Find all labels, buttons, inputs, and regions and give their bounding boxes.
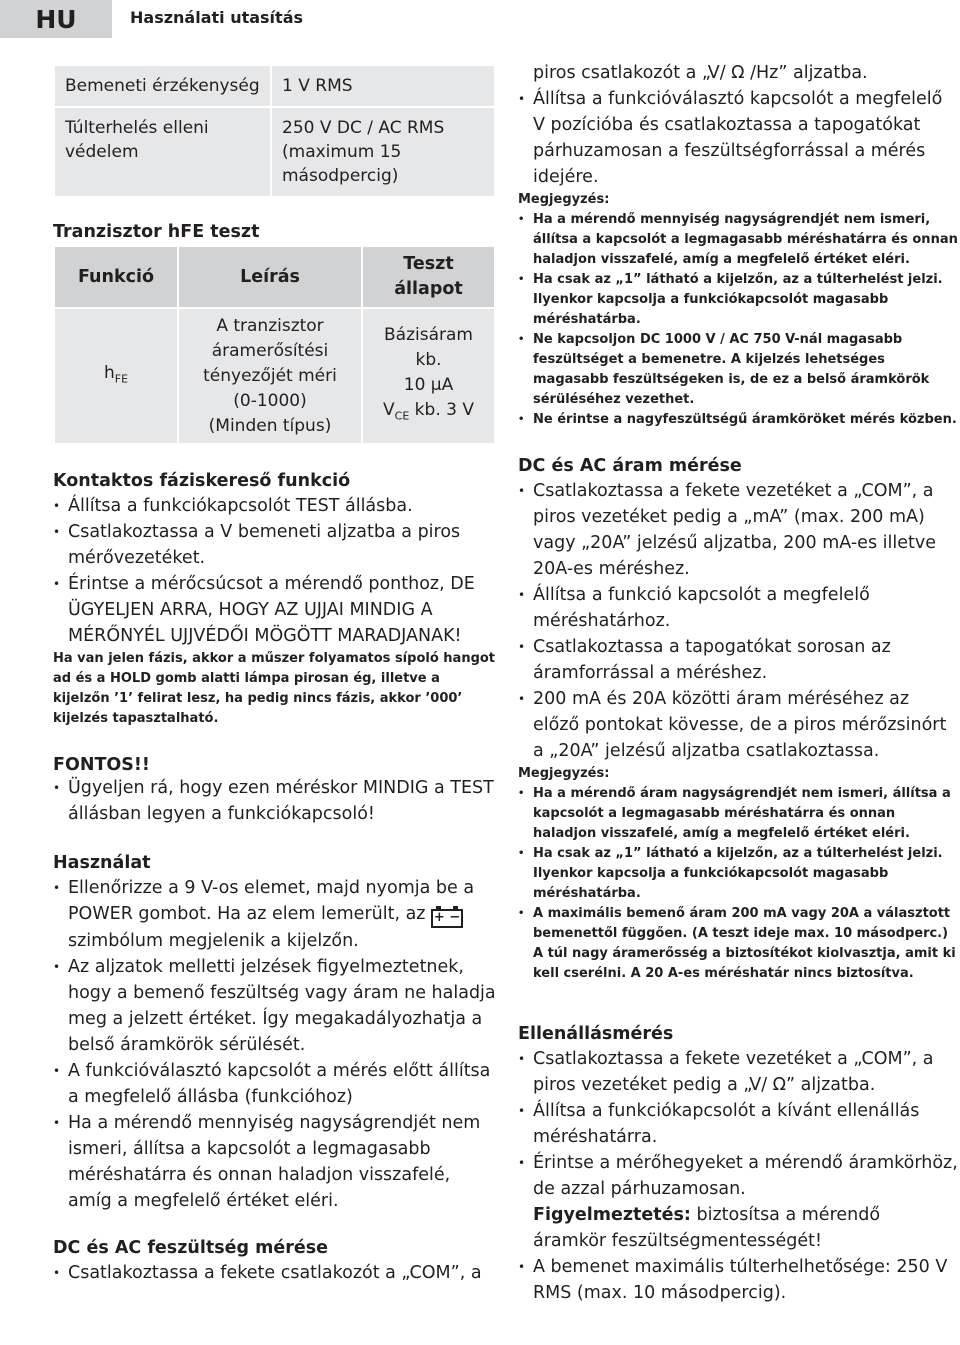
list-item: • Ha a mérendő mennyiség nagyságrendjét nem ismeri, állítsa a kapcsolót a legmagasabb méréshatárra és onnan haladjon visszafelé, amíg a megfelelő értéket eléri. xyxy=(518,210,958,270)
hfe-cond-sub: CE xyxy=(394,409,410,423)
list-item: • Ne kapcsoljon DC 1000 V / AC 750 V-nál magasabb feszültséget a bemenetre. A kijelzés lehetséges magasabb feszültségeken is, de ez a belső áramkörök sérüléséhez vezethet. xyxy=(518,330,958,410)
hfe-function-main: h xyxy=(103,362,115,383)
hfe-desc-line: áramerősítési xyxy=(211,340,329,361)
hfe-cond-line: Bázisáram kb. xyxy=(384,325,473,371)
phase-heading: Kontaktos fáziskereső funkció xyxy=(53,471,351,491)
list-item: • Állítsa a funkcióválasztó kapcsolót a megfelelő V pozícióba és csatlakoztassa a tapogatókat párhuzamosan a feszültségforrással a mérés idejére. xyxy=(518,86,958,190)
hfe-desc-line: A tranzisztor xyxy=(216,315,324,336)
spec-label: Túlterhelés elleni védelem xyxy=(54,107,271,197)
header-title: Használati utasítás xyxy=(130,8,304,27)
hfe-description xyxy=(178,308,362,444)
list-item: • Ha a mérendő áram nagyságrendjét nem ismeri, állítsa a kapcsolót a legmagasabb méréshatárra és onnan haladjon visszafelé, amíg a megfelelő értéket eléri. xyxy=(518,784,958,844)
note-label: Megjegyzés: xyxy=(518,192,610,207)
hfe-cond-rest: kb. 3 V xyxy=(409,400,474,421)
phase-list xyxy=(53,493,496,649)
dcac-voltage-continuation: piros csatlakozót a „V/ Ω /Hz” aljzatba. xyxy=(533,63,868,83)
important-heading: FONTOS!! xyxy=(53,755,150,775)
hfe-function-sub: FE xyxy=(114,372,129,386)
hfe-col-function: Funkció xyxy=(54,246,178,308)
list-item: • Csatlakoztassa a V bemeneti aljzatba a piros mérővezetéket. xyxy=(53,519,496,571)
list-item: • Állítsa a funkciókapcsolót a kívánt ellenállás méréshatárra. xyxy=(518,1098,958,1150)
hfe-desc-line: (0-1000) xyxy=(233,390,307,411)
list-item: • Ne érintse a nagyfeszültségű áramköröket mérés közben. xyxy=(518,410,958,430)
language-badge xyxy=(0,0,112,38)
list-item: • Ha csak az „1” látható a kijelzőn, az a túlterhelést jelzi. Ilyenkor kapcsolja a funkciókapcsolót magasabb méréshatárba. xyxy=(518,270,958,330)
list-item: • Ha csak az „1” látható a kijelzőn, az a túlterhelést jelzi. Ilyenkor kapcsolja a funkciókapcsolót magasabb méréshatárba. xyxy=(518,844,958,904)
list-item: • Az aljzatok melletti jelzések figyelmeztetnek, hogy a bemenő feszültség vagy áram ne haladja meg a jelzett értéket. Így megakadályozhatja a belső áramkörök sérülését. xyxy=(53,954,496,1058)
resistance-list xyxy=(518,1046,958,1306)
spec-value: 1 V RMS xyxy=(271,65,495,107)
list-item: • Csatlakoztassa a fekete vezetéket a „COM”, a piros vezetéket pedig a „mA” (max. 200 mA) vagy „20A” jelzésű aljzatba, 200 mA-es illetve 20A-es méréshez. xyxy=(518,478,958,582)
list-item: • Állítsa a funkció kapcsolót a megfelelő méréshatárhoz. xyxy=(518,582,958,634)
warning-label: Figyelmeztetés: xyxy=(533,1205,691,1225)
hfe-desc-line: tényezőjét méri xyxy=(203,365,337,386)
hfe-cond-v: V xyxy=(383,400,395,421)
dcac-voltage-list-a xyxy=(53,1260,496,1286)
dcac-voltage-notes xyxy=(518,210,958,430)
list-item: • A bemenet maximális túlterhelhetősége: 250 V RMS (max. 10 másodpercig). xyxy=(518,1254,958,1306)
dcac-voltage-list-b xyxy=(518,86,958,190)
hfe-cond-line xyxy=(369,398,488,428)
dcac-current-notes xyxy=(518,784,958,984)
spec-label: Bemeneti érzékenység xyxy=(54,65,271,107)
usage-b1-pre: Ellenőrizze a 9 V-os elemet, majd nyomja be a POWER gombot. Ha az elem lemerült, az xyxy=(68,878,475,924)
spec-row xyxy=(54,107,495,197)
hfe-table xyxy=(53,245,496,445)
list-item: • Ügyeljen rá, hogy ezen méréskor MINDIG a TEST állásban legyen a funkciókapcsoló! xyxy=(53,775,496,827)
language-badge-text: HU xyxy=(35,4,77,34)
note-label: Megjegyzés: xyxy=(518,766,610,781)
left-column xyxy=(53,56,496,1286)
list-item: • Csatlakoztassa a fekete vezetéket a „COM”, a piros vezetéket pedig a „V/ Ω” aljzatba. xyxy=(518,1046,958,1098)
dcac-current-list xyxy=(518,478,958,764)
phase-note: Ha van jelen fázis, akkor a műszer folyamatos sípoló hangot ad és a HOLD gomb alatti lámpa pirosan ég, illetve a kijelzőn ’1’ felirat lesz, ha pedig nincs fázis, akkor ’000’ kijelzés tapasztalható. xyxy=(53,651,496,726)
hfe-heading: Tranzisztor hFE teszt xyxy=(53,222,260,242)
hfe-function xyxy=(54,308,178,444)
spec-row xyxy=(54,65,495,107)
important-list xyxy=(53,775,496,827)
warning-text: biztosítsa a mérendő áramkör feszültségmentességét! xyxy=(533,1205,881,1251)
hfe-desc-line: (Minden típus) xyxy=(208,415,332,436)
dcac-voltage-heading: DC és AC feszültség mérése xyxy=(53,1238,329,1258)
list-item: • Ha a mérendő mennyiség nagyságrendjét nem ismeri, állítsa a kapcsolót a legmagasabb méréshatárra és onnan haladjon visszafelé, amíg a megfelelő értéket eléri. xyxy=(53,1110,496,1214)
list-item: • A funkcióválasztó kapcsolót a mérés előtt állítsa a megfelelő állásba (funkcióhoz) xyxy=(53,1058,496,1110)
hfe-col-description: Leírás xyxy=(178,246,362,308)
spec-table xyxy=(53,64,496,198)
resistance-heading: Ellenállásmérés xyxy=(518,1024,674,1044)
list-item xyxy=(518,1150,958,1254)
usage-b1-post: szimbólum megjelenik a kijelzőn. xyxy=(68,931,359,951)
list-item: • 200 mA és 20A közötti áram méréséhez az előző pontokat kövesse, de a piros mérőzsinórt a „20A” jelzésű aljzatba csatlakoztassa. xyxy=(518,686,958,764)
list-item: • Csatlakoztassa a fekete csatlakozót a „COM”, a xyxy=(53,1260,496,1286)
list-item: • A maximális bemenő áram 200 mA vagy 20A a választott bemenettől függően. (A teszt ideje max. 10 másodperc.) A túl nagy áramerősség a biztosítékot kiolvasztja, amit ki kell cserélni. A 20 A-es méréshatár nincs biztosítva. xyxy=(518,904,958,984)
resistance-b3: Érintse a mérőhegyeket a mérendő áramkörhöz, de azzal párhuzamosan. xyxy=(533,1153,958,1199)
usage-list xyxy=(53,875,496,1214)
hfe-condition xyxy=(362,308,495,444)
usage-heading: Használat xyxy=(53,853,151,873)
right-column xyxy=(518,60,958,1306)
dcac-current-heading: DC és AC áram mérése xyxy=(518,456,742,476)
list-item: • Állítsa a funkciókapcsolót TEST állásba. xyxy=(53,493,496,519)
spec-value: 250 V DC / AC RMS (maximum 15 másodpercig) xyxy=(271,107,495,197)
hfe-cond-line: 10 μA xyxy=(403,375,454,396)
battery-icon: + − xyxy=(431,909,463,928)
list-item: • Csatlakoztassa a tapogatókat sorosan az áramforrással a méréshez. xyxy=(518,634,958,686)
list-item xyxy=(53,875,496,954)
hfe-col-condition: Teszt állapot xyxy=(362,246,495,308)
list-item: • Érintse a mérőcsúcsot a mérendő ponthoz, DE ÜGYELJEN ARRA, HOGY AZ UJJAI MINDIG A MÉRŐNYÉL UJJVÉDŐI MÖGÖTT MARADJANAK! xyxy=(53,571,496,649)
